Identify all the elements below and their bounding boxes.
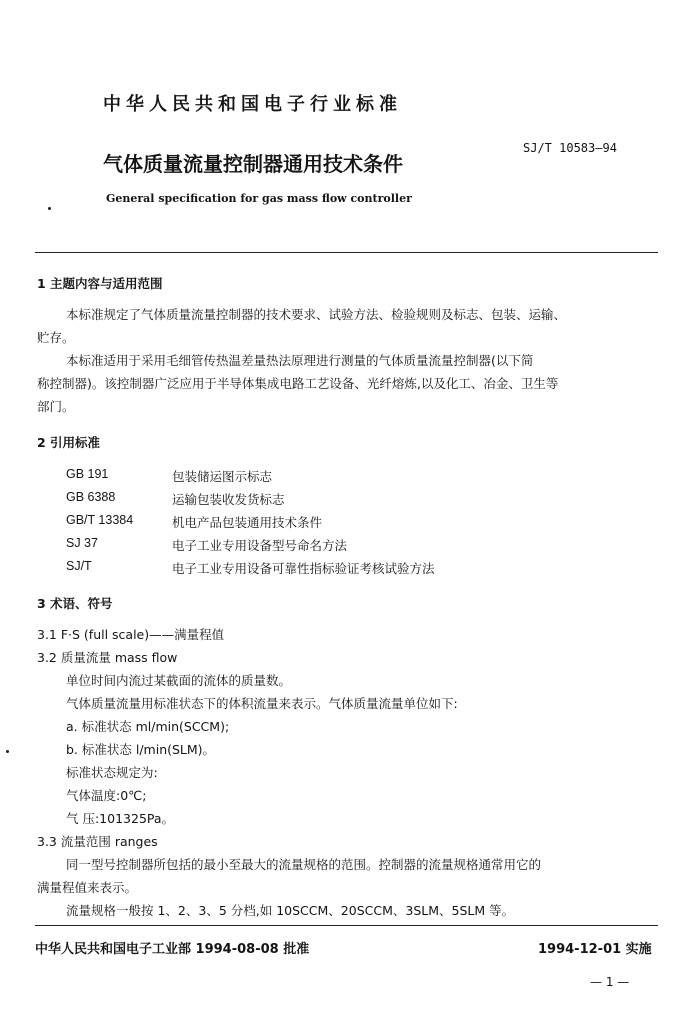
paragraph-line: 贮存。 (37, 330, 75, 345)
paragraph-line: 同一型号控制器所包括的最小至最大的流量规格的范围。控制器的流量规格通常用它的 (66, 857, 542, 872)
paragraph-line: 本标准规定了气体质量流量控制器的技术要求、试验方法、检验规则及标志、包装、运输、 (66, 307, 567, 322)
reference-code: GB 6388 (66, 490, 116, 504)
list-item-b: b. 标准状态 l/min(SLM)。 (66, 742, 216, 757)
margin-dot (6, 750, 9, 753)
reference-title: 机电产品包装通用技术条件 (172, 515, 323, 530)
approval-info: 中华人民共和国电子工业部 1994-08-08 批准 (35, 942, 310, 957)
section-3-heading: 3 术语、符号 (37, 596, 113, 611)
reference-title: 运输包装收发货标志 (172, 492, 285, 507)
industry-standard-title: 中华人民共和国电子行业标准 (103, 94, 402, 115)
paragraph-line: 标准状态规定为: (66, 765, 158, 780)
document-title: 气体质量流量控制器通用技术条件 (103, 152, 403, 176)
clause-3-1: 3.1 F·S (full scale)——满量程值 (37, 627, 225, 642)
paragraph-line: 单位时间内流过某截面的流体的质量数。 (66, 673, 292, 688)
page-number: — 1 — (590, 975, 630, 989)
paragraph-line: 气体温度:0℃; (66, 788, 147, 803)
top-rule (35, 252, 658, 253)
paragraph-line: 部门。 (37, 399, 75, 414)
list-item-a: a. 标准状态 ml/min(SCCM); (66, 719, 230, 734)
reference-code: SJ/T (66, 559, 92, 573)
effective-date: 1994-12-01 实施 (538, 942, 652, 957)
reference-code: GB 191 (66, 467, 109, 481)
reference-title: 包装储运图示标志 (172, 469, 273, 484)
paragraph-line: 满量程值来表示。 (37, 880, 138, 895)
reference-title: 电子工业专用设备可靠性指标验证考核试验方法 (172, 561, 435, 576)
reference-code: SJ 37 (66, 536, 98, 550)
english-title: General specification for gas mass flow controller (106, 192, 412, 205)
reference-code: GB/T 13384 (66, 513, 134, 527)
paragraph-line: 本标准适用于采用毛细管传热温差量热法原理进行测量的气体质量流量控制器(以下简 (66, 353, 534, 368)
paragraph-line: 气体质量流量用标准状态下的体积流量来表示。气体质量流量单位如下: (66, 696, 458, 711)
clause-3-2-heading: 3.2 质量流量 mass flow (37, 650, 178, 665)
standard-number: SJ/T 10583—94 (523, 141, 617, 155)
paragraph-line: 称控制器)。该控制器广泛应用于半导体集成电路工艺设备、光纤熔炼,以及化工、冶金、卫生等 (37, 376, 559, 391)
paragraph-line: 流量规格一般按 1、2、3、5 分档,如 10SCCM、20SCCM、3SLM、5SLM 等。 (66, 903, 515, 918)
margin-dot (48, 207, 51, 210)
paragraph-line: 气 压:101325Pa。 (66, 811, 175, 826)
clause-3-3-heading: 3.3 流量范围 ranges (37, 834, 158, 849)
section-1-heading: 1 主题内容与适用范围 (37, 276, 163, 291)
section-2-heading: 2 引用标准 (37, 435, 101, 450)
reference-title: 电子工业专用设备型号命名方法 (172, 538, 348, 553)
bottom-rule (35, 925, 658, 926)
